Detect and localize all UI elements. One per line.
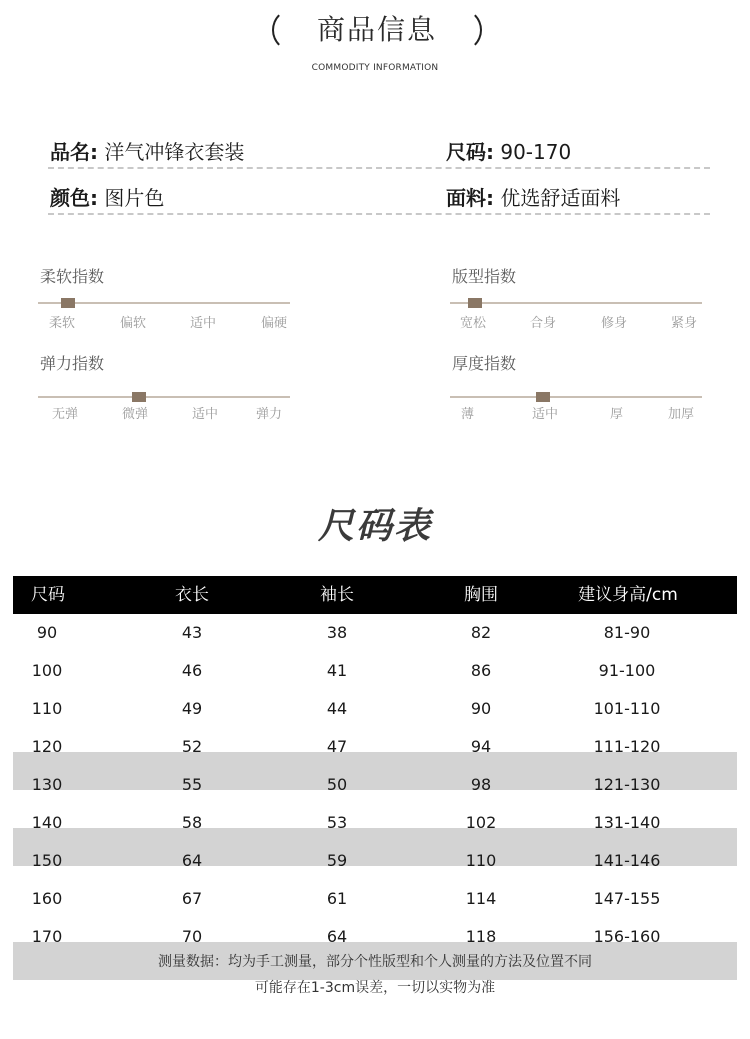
table-cell: 49 — [181, 699, 203, 718]
table-cell: 41 — [326, 661, 348, 680]
header-height: 建议身高/cm — [578, 585, 678, 605]
header-chest: 胸围 — [464, 585, 498, 605]
table-cell: 61 — [326, 889, 348, 908]
elasticity-label: 无弹 — [52, 407, 79, 422]
table-cell: 67 — [181, 889, 203, 908]
table-cell: 52 — [181, 737, 203, 756]
header-size: 尺码 — [31, 585, 65, 605]
table-cell: 46 — [181, 661, 203, 680]
product-name-label: 品名: — [50, 140, 98, 164]
softness-label: 适中 — [190, 316, 217, 331]
product-color-value: 图片色 — [104, 186, 165, 210]
fit-label: 修身 — [601, 316, 628, 331]
softness-label: 偏硬 — [261, 316, 288, 331]
softness-label: 柔软 — [49, 316, 76, 331]
table-cell: 131-140 — [593, 813, 661, 832]
thickness-label: 加厚 — [668, 407, 695, 422]
elasticity-index-track — [38, 396, 290, 398]
table-cell: 118 — [465, 927, 497, 946]
table-cell: 94 — [470, 737, 492, 756]
elasticity-index-marker — [132, 392, 146, 402]
thickness-index-title: 厚度指数 — [452, 354, 517, 373]
table-cell: 82 — [470, 623, 492, 642]
product-name-value: 洋气冲锋衣套装 — [104, 140, 245, 164]
table-cell: 70 — [181, 927, 203, 946]
table-cell: 64 — [181, 851, 203, 870]
table-cell: 156-160 — [593, 927, 661, 946]
softness-label: 偏软 — [120, 316, 147, 331]
fit-index-track — [450, 302, 702, 304]
table-cell: 110 — [465, 851, 497, 870]
table-cell: 90 — [470, 699, 492, 718]
product-color-label: 颜色: — [50, 186, 98, 210]
table-cell: 170 — [31, 927, 63, 946]
table-cell: 86 — [470, 661, 492, 680]
fit-index-marker — [468, 298, 482, 308]
fit-label: 宽松 — [460, 316, 487, 331]
table-cell: 59 — [326, 851, 348, 870]
table-cell: 160 — [31, 889, 63, 908]
table-cell: 81-90 — [603, 623, 651, 642]
table-cell: 150 — [31, 851, 63, 870]
table-cell: 101-110 — [593, 699, 661, 718]
section-subtitle: COMMODITY INFORMATION — [311, 63, 439, 73]
product-fabric-label: 面料: — [446, 186, 494, 210]
table-cell: 111-120 — [593, 737, 661, 756]
product-fabric-value: 优选舒适面料 — [500, 186, 621, 210]
table-cell: 147-155 — [593, 889, 661, 908]
measurement-note: 可能存在1-3cm误差，一切以实物为准 — [254, 980, 496, 996]
header-sleeve: 袖长 — [320, 585, 354, 605]
table-cell: 141-146 — [593, 851, 661, 870]
table-cell: 47 — [326, 737, 348, 756]
softness-index-title: 柔软指数 — [40, 267, 105, 286]
elasticity-index-title: 弹力指数 — [40, 354, 105, 373]
softness-index-track — [38, 302, 290, 304]
table-cell: 102 — [465, 813, 497, 832]
table-cell: 110 — [31, 699, 63, 718]
divider — [48, 213, 710, 215]
table-cell: 121-130 — [593, 775, 661, 794]
product-size-value: 90-170 — [500, 140, 572, 164]
table-cell: 100 — [31, 661, 63, 680]
product-name — [50, 136, 244, 165]
elasticity-label: 微弹 — [122, 407, 149, 422]
table-cell: 114 — [465, 889, 497, 908]
table-cell: 58 — [181, 813, 203, 832]
thickness-index-marker — [536, 392, 550, 402]
table-cell: 120 — [31, 737, 63, 756]
table-cell: 43 — [181, 623, 203, 642]
header-length: 衣长 — [175, 585, 209, 605]
divider — [48, 167, 710, 169]
thickness-label: 适中 — [532, 407, 559, 422]
table-cell: 38 — [326, 623, 348, 642]
elasticity-label: 弹力 — [256, 407, 283, 422]
table-cell: 44 — [326, 699, 348, 718]
product-size — [446, 136, 571, 165]
softness-index-marker — [61, 298, 75, 308]
fit-index-title: 版型指数 — [452, 267, 517, 286]
product-fabric — [446, 182, 620, 211]
table-cell: 130 — [31, 775, 63, 794]
measurement-note: 测量数据：均为手工测量，部分个性版型和个人测量的方法及位置不同 — [158, 954, 592, 970]
table-cell: 50 — [326, 775, 348, 794]
elasticity-label: 适中 — [192, 407, 219, 422]
table-cell: 98 — [470, 775, 492, 794]
table-cell: 64 — [326, 927, 348, 946]
thickness-label: 厚 — [610, 407, 624, 422]
thickness-label: 薄 — [461, 407, 475, 422]
table-cell: 53 — [326, 813, 348, 832]
table-cell: 55 — [181, 775, 203, 794]
section-title: 商品信息 — [316, 13, 437, 46]
product-color — [50, 182, 164, 211]
product-size-label: 尺码: — [446, 140, 494, 164]
fit-label: 合身 — [530, 316, 557, 331]
table-cell: 140 — [31, 813, 63, 832]
size-chart-title: 尺码表 — [317, 506, 432, 547]
fit-label: 紧身 — [671, 316, 698, 331]
table-cell: 91-100 — [598, 661, 656, 680]
table-cell: 90 — [36, 623, 58, 642]
thickness-index-track — [450, 396, 702, 398]
